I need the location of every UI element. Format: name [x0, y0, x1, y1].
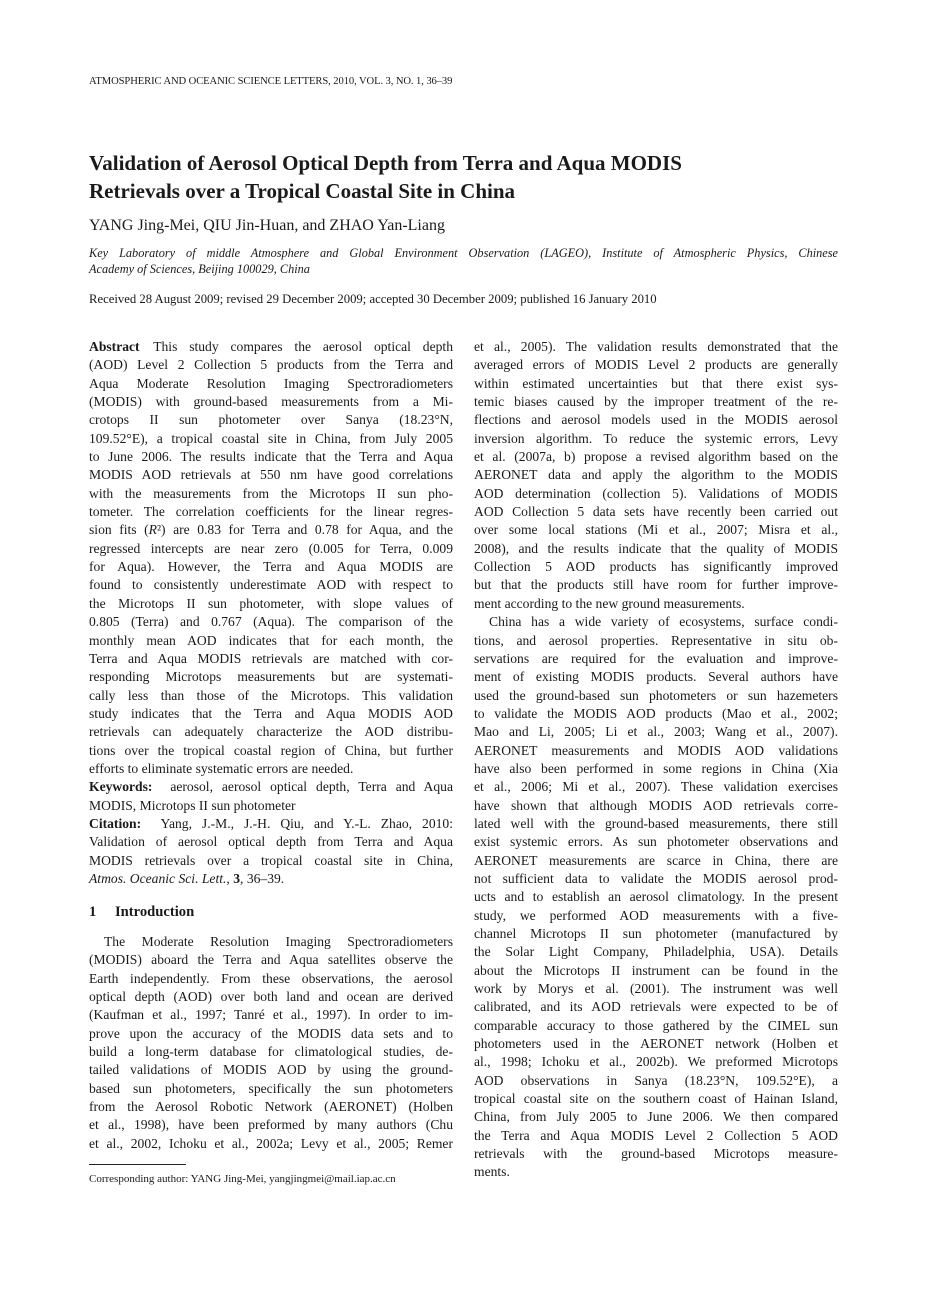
text-line: to June 2006. The results indicate that the Terra and Aqua	[89, 449, 453, 465]
title-line: Retrievals over a Tropical Coastal Site in China	[89, 179, 516, 203]
text-line: found to consistently underestimate AOD with respect to	[89, 577, 453, 593]
affiliation	[89, 246, 838, 277]
text-line: work by Morys et al. (2001). The instrument was well	[474, 981, 838, 997]
section-number: 1	[89, 904, 97, 920]
text-line: China has a wide variety of ecosystems, surface condi-	[489, 614, 838, 630]
text-line	[89, 815, 453, 833]
text-line: Terra and Aqua MODIS retrievals are matched with cor-	[89, 650, 453, 666]
text-line: study indicates that the Terra and Aqua MODIS AOD	[89, 705, 453, 721]
journal-header: ATMOSPHERIC AND OCEANIC SCIENCE LETTERS, 2010, VOL. 3, NO. 1, 36–39	[89, 76, 453, 87]
text-line: responding Microtops measurements but are systemati-	[89, 669, 453, 685]
text-line: AERONET measurements are scarce in China, there are	[474, 852, 838, 868]
text-line: AERONET data and apply the algorithm to the MODIS	[474, 467, 838, 483]
text-line: et al., 2005). The validation results demonstrated that the	[474, 339, 838, 354]
corresponding-author-footnote: Corresponding author: YANG Jing-Mei, yangjingmei@mail.iap.ac.cn	[89, 1173, 396, 1185]
text-line: (MODIS) aboard the Terra and Aqua satellites observe the	[89, 952, 453, 968]
text-line: the Terra and Aqua MODIS Level 2 Collection 5 AOD	[474, 1127, 838, 1143]
text-line	[89, 338, 453, 356]
text-line: channel Microtops II sun photometer (manufactured by	[474, 926, 838, 941]
text-line: servations are required for the evaluation and improve-	[474, 650, 838, 666]
text-line: have shown that although MODIS AOD retrievals corre-	[474, 797, 838, 813]
text-segment: aerosol, aerosol optical depth, Terra and Aqua	[152, 779, 453, 795]
text-line: MODIS, Microtops II sun photometer	[89, 797, 296, 813]
text-line: from the Aerosol Robotic Network (AERONET) (Holben	[89, 1099, 453, 1115]
text-line: with the measurements from the Microtops II sun pho-	[89, 485, 453, 501]
text-line: regressed intercepts are near zero (0.005 for Terra, 0.009	[89, 540, 453, 556]
text-line: tropical coastal site on the southern coast of Hainan Island,	[474, 1091, 838, 1107]
bold-label: Citation:	[89, 815, 142, 831]
text-line: tometer. The correlation coefficients for the linear regres-	[89, 504, 453, 520]
text-line: calibrated, and its AOD retrievals were expected to be of	[474, 999, 838, 1015]
text-line: to validate the MODIS AOD products (Mao et al., 2002;	[474, 705, 838, 721]
text-line: comparable accuracy to those gathered by the CIMEL sun	[474, 1017, 838, 1033]
text-line: crotops II sun photometer over Sanya (18.23°N,	[89, 412, 453, 428]
text-line: efforts to eliminate systematic errors are needed.	[89, 760, 354, 776]
text-segment: , 36–39.	[240, 870, 285, 886]
text-line: China, from July 2005 to June 2006. We then compared	[474, 1109, 838, 1125]
text-line: AOD determination (collection 5). Validations of MODIS	[474, 485, 838, 501]
text-line: study, we performed AOD measurements with a five-	[474, 907, 838, 923]
text-line: Mao and Li, 2005; Li et al., 2003; Wang et al., 2007).	[474, 724, 838, 740]
text-line: tions, and aerosol properties. Representative in situ ob-	[474, 632, 838, 648]
text-line: cally less than those of the Microtops. This validation	[89, 687, 453, 703]
text-line: based sun photometers, specifically the sun photometers	[89, 1080, 453, 1096]
section-heading-introduction	[89, 904, 194, 921]
text-line: optical depth (AOD) over both land and ocean are derived	[89, 989, 453, 1005]
text-line: et al., 2006; Mi et al., 2007). These validation exercises	[474, 779, 838, 795]
text-segment: This study compares the aerosol optical depth	[139, 339, 453, 354]
text-line: (AOD) Level 2 Collection 5 products from the Terra and	[89, 357, 453, 373]
received-dates: Received 28 August 2009; revised 29 December 2009; accepted 30 December 2009; published 16 January 2010	[89, 292, 657, 306]
text-line: temic biases caused by the improper treatment of the re-	[474, 394, 838, 410]
text-segment: Yang, J.-M., J.-H. Qiu, and Y.-L. Zhao, 2010:	[141, 815, 453, 831]
right-column-body	[474, 338, 838, 1182]
text-line: used the ground-based sun photometers or sun hazemeters	[474, 687, 838, 703]
text-segment: ²) are 0.83 for Terra and 0.78 for Aqua, and the	[156, 522, 453, 538]
introduction-body	[89, 933, 453, 1153]
text-line: retrievals with the ground-based Microtops measure-	[474, 1146, 838, 1162]
text-line: Earth independently. From these observations, the aerosol	[89, 970, 453, 986]
text-line: over some local stations (Mi et al., 2007; Misra et al.,	[474, 522, 838, 538]
text-line: within estimated uncertainties but that there exist sys-	[474, 375, 838, 391]
left-column-front-matter	[89, 338, 453, 888]
bold-label: Keywords:	[89, 779, 153, 795]
text-line: have also been performed in some regions in China (Xia	[474, 760, 838, 776]
text-line: 0.805 (Terra) and 0.767 (Aqua). The comparison of the	[89, 614, 453, 630]
text-line: ments.	[474, 1164, 510, 1180]
bold-label: 3	[233, 870, 241, 886]
bold-label: Abstract	[89, 339, 140, 354]
text-line: (MODIS) with ground-based measurements from a Mi-	[89, 394, 453, 410]
text-line: the Solar Light Company, Philadelphia, USA). Details	[474, 944, 838, 960]
text-segment: ,	[226, 870, 234, 886]
text-line: et al., 2002, Ichoku et al., 2002a; Levy et al., 2005; Remer	[89, 1135, 453, 1151]
section-title: Introduction	[115, 904, 195, 920]
text-line: but that the products still have room for further improve-	[474, 577, 838, 593]
text-line: et al. (2007a, b) propose a revised algorithm based on the	[474, 449, 838, 465]
text-line: AERONET measurements and MODIS AOD validations	[474, 742, 838, 758]
text-line: prove upon the accuracy of the MODIS data sets and to	[89, 1025, 453, 1041]
text-line: exist systemic errors. As sun photometer observations and	[474, 834, 838, 850]
text-line: not sufficient data to validate the MODIS aerosol prod-	[474, 870, 838, 886]
text-line: inversion algorithm. To reduce the systemic errors, Levy	[474, 430, 838, 446]
text-line: lated well with the ground-based measurements, there still	[474, 815, 838, 831]
text-line: ment of existing MODIS products. Several authors have	[474, 669, 838, 685]
title-line: Validation of Aerosol Optical Depth from Terra and Aqua MODIS	[89, 151, 682, 175]
authors: YANG Jing-Mei, QIU Jin-Huan, and ZHAO Yan-Liang	[89, 217, 445, 234]
text-line: the Microtops II sun photometer, with slope values of	[89, 595, 453, 611]
text-line: Validation of aerosol optical depth from Terra and Aqua	[89, 834, 453, 850]
text-line: MODIS retrievals over a tropical coastal site in China,	[89, 852, 453, 868]
text-line: al., 1998; Ichoku et al., 2002b). We preformed Microtops	[474, 1054, 838, 1070]
text-line: 109.52°E), a tropical coastal site in China, from July 2005	[89, 430, 453, 446]
text-line: MODIS AOD retrievals at 550 nm have good correlations	[89, 467, 453, 483]
affiliation-line: Academy of Sciences, Beijing 100029, China	[89, 261, 310, 276]
text-line: Aqua Moderate Resolution Imaging Spectroradiometers	[89, 375, 453, 391]
text-line: AOD observations in Sanya (18.23°N, 109.52°E), a	[474, 1072, 838, 1088]
text-line: AOD Collection 5 data sets have recently been carried out	[474, 504, 838, 520]
affiliation-line: Key Laboratory of middle Atmosphere and Global Environment Observation (LAGEO), Institute of Atmospheric Physics, Chinese	[89, 246, 838, 260]
text-line: (Kaufman et al., 1997; Tanré et al., 1997). In order to im-	[89, 1007, 453, 1023]
text-line: monthly mean AOD indicates that for each month, the	[89, 632, 453, 648]
text-line: for Aqua). However, the Terra and Aqua MODIS are	[89, 559, 453, 575]
text-line: photometers used in the AERONET network (Holben et	[474, 1036, 838, 1052]
text-line: build a long-term database for climatological studies, de-	[89, 1044, 453, 1060]
text-line: et al., 1998), have been preformed by many authors (Chu	[89, 1117, 453, 1133]
text-line	[89, 778, 453, 796]
text-line: averaged errors of MODIS Level 2 products are generally	[474, 357, 838, 373]
text-line	[89, 521, 453, 539]
text-line: The Moderate Resolution Imaging Spectroradiometers	[104, 934, 453, 949]
text-line: flections and aerosol models used in the MODIS aerosol	[474, 412, 838, 428]
text-segment: sion fits (	[89, 522, 149, 538]
italic-text: Atmos. Oceanic Sci. Lett.	[89, 870, 227, 886]
text-line: tailed validations of MODIS AOD by using the ground-	[89, 1062, 453, 1078]
text-line: ment according to the new ground measurements.	[474, 595, 745, 611]
text-line: ucts and to establish an aerosol climatology. In the present	[474, 889, 838, 905]
text-line: 2008), and the results indicate that the quality of MODIS	[474, 540, 838, 556]
text-line	[89, 870, 453, 888]
footnote-divider	[89, 1164, 186, 1165]
text-line: about the Microtops II instrument can be found in the	[474, 962, 838, 978]
paper-title	[89, 149, 682, 205]
text-line: Collection 5 AOD products has significantly improved	[474, 559, 838, 575]
text-line: tions over the tropical coastal region of China, but further	[89, 742, 453, 758]
italic-text: R	[148, 522, 157, 538]
text-line: retrievals can adequately characterize the AOD distribu-	[89, 724, 453, 740]
